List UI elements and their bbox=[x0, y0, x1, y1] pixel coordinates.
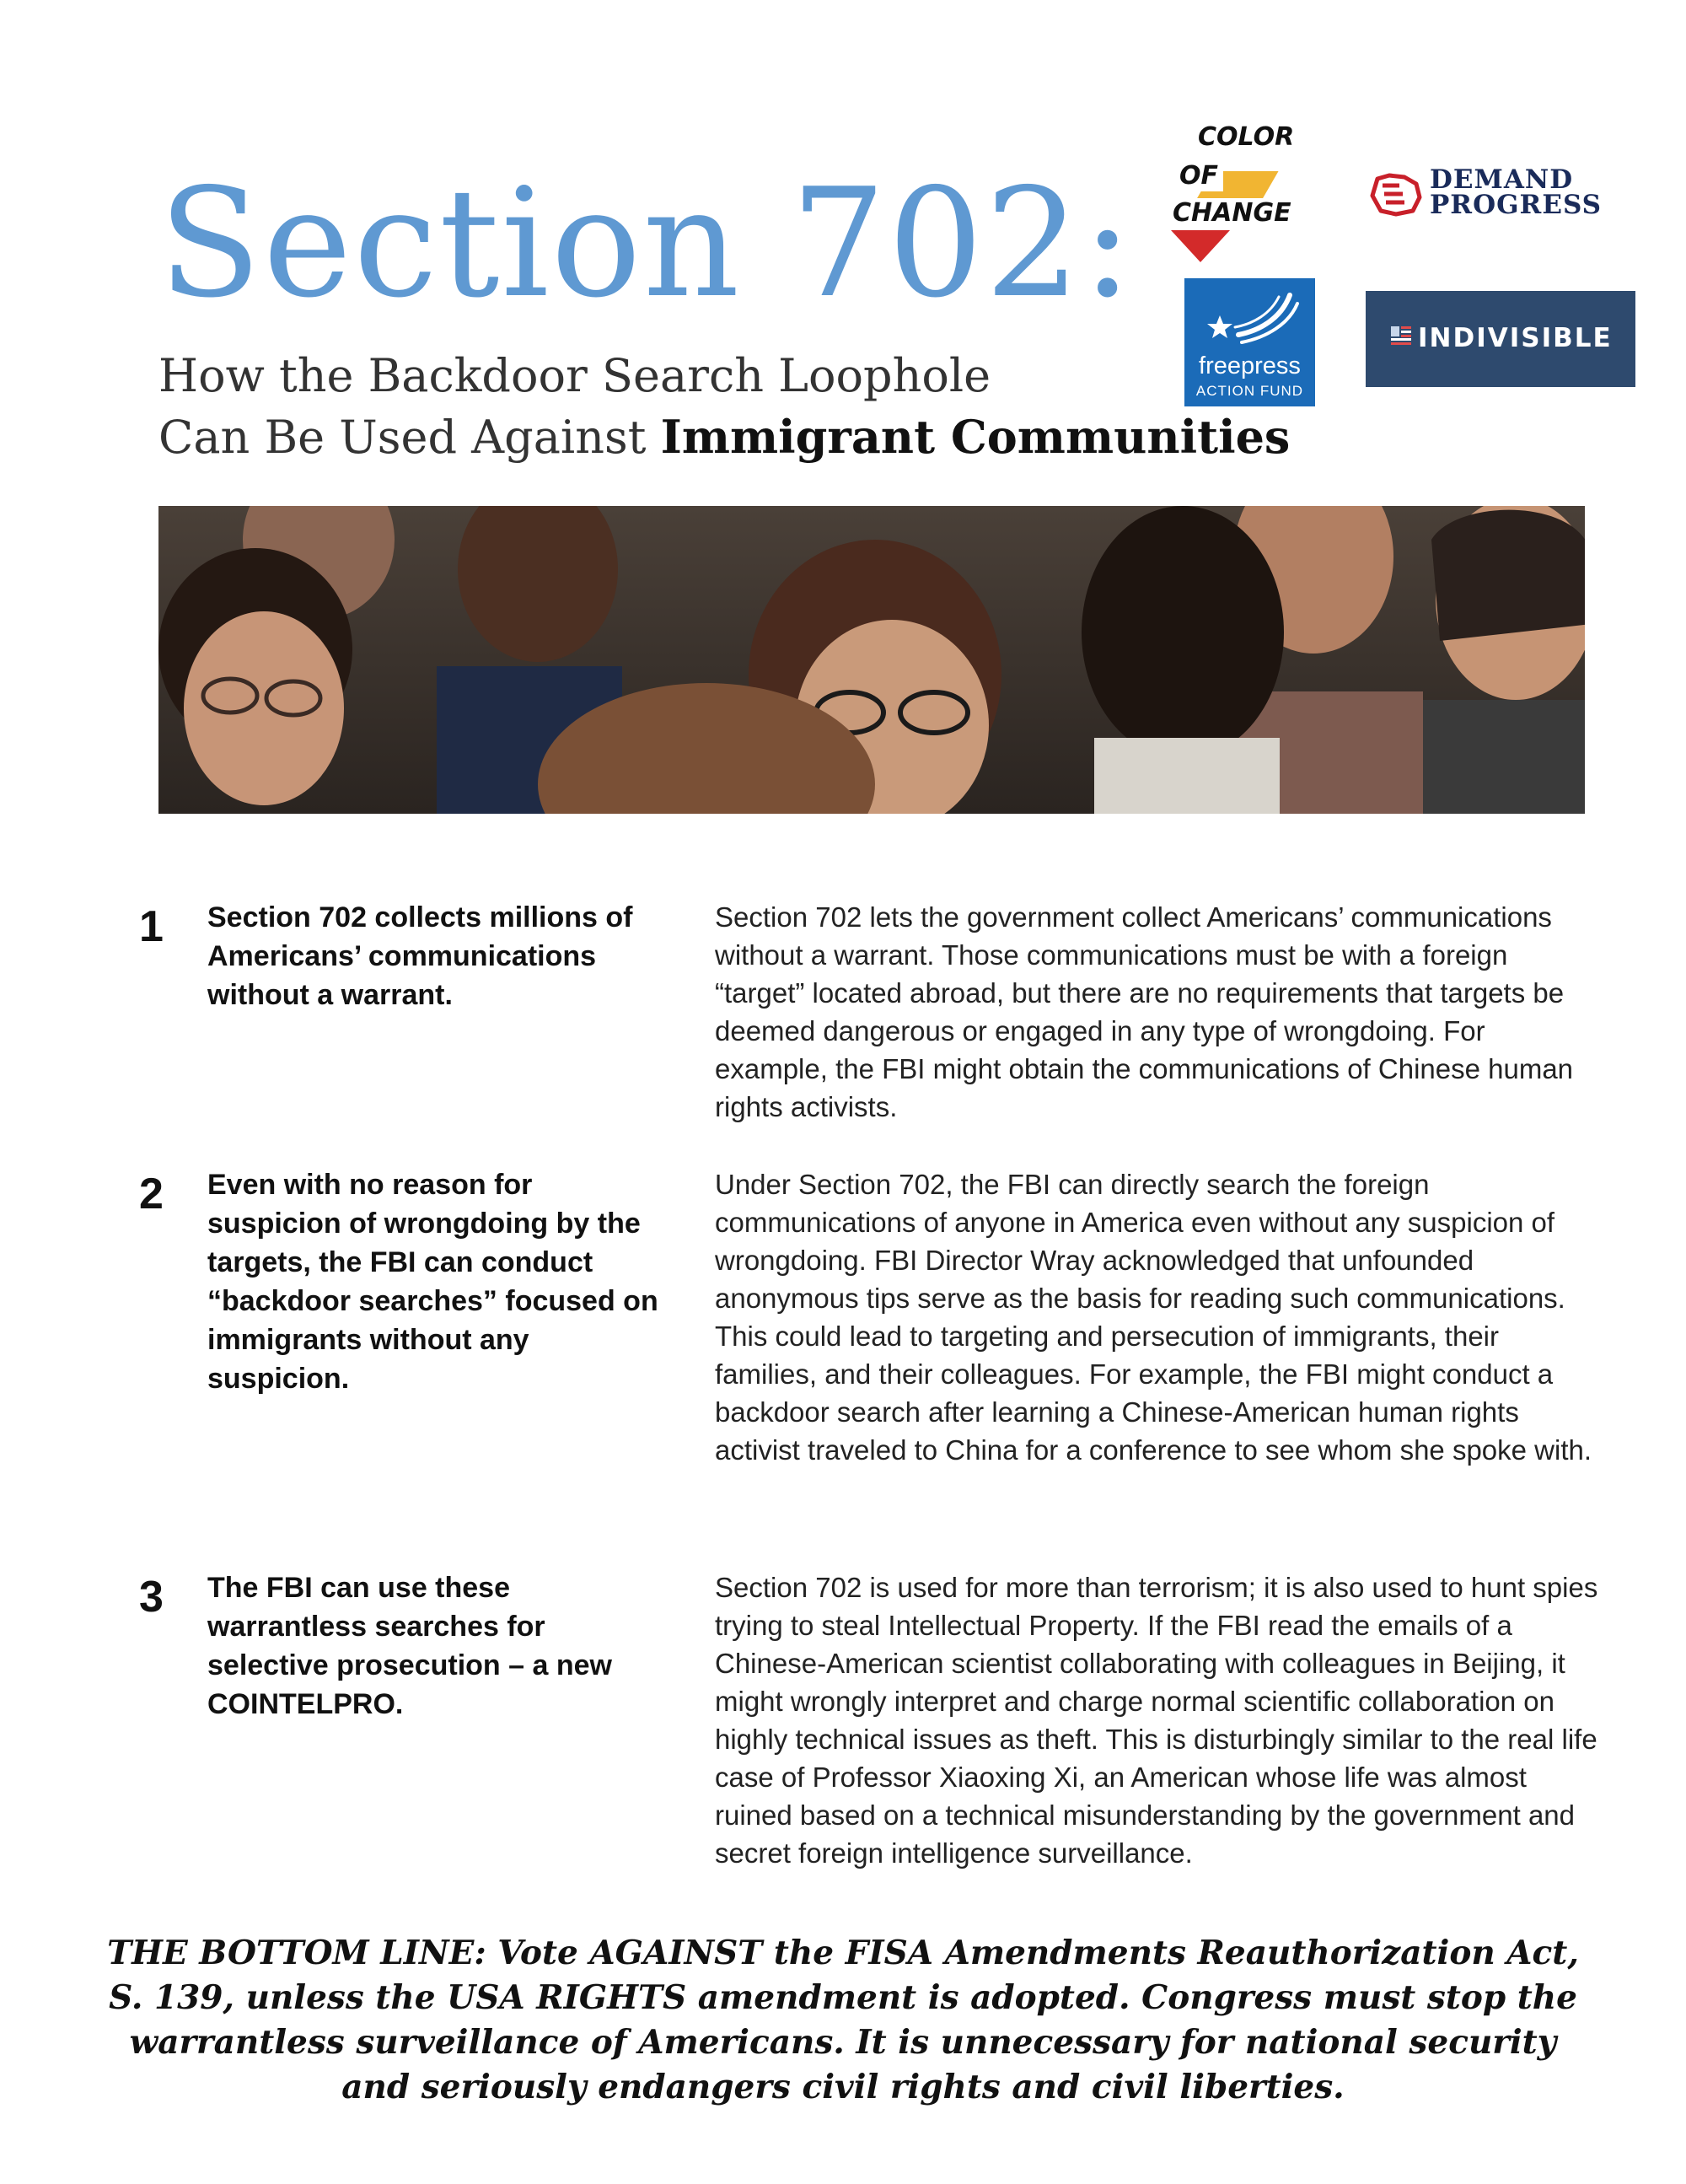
subtitle-line-2 bbox=[158, 406, 1290, 468]
freepress-name: freepress bbox=[1199, 352, 1301, 379]
page-title: Section 702: bbox=[158, 156, 1135, 331]
freepress-logo bbox=[1184, 278, 1315, 406]
item-number: 2 bbox=[139, 1170, 164, 1218]
color-of-change-triangle-icon bbox=[1171, 230, 1230, 262]
coc-word-1: COLOR bbox=[1193, 122, 1299, 153]
coc-word-2: OF bbox=[1174, 161, 1223, 191]
item-number: 1 bbox=[139, 902, 164, 951]
item-body: Under Section 702, the FBI can directly search the foreign communications of anyone in America even without any suspicion of wrongdoing. FBI Director Wray acknowledged that unfounded anonymous tips serve as the basis for reading such communications. This could lead to targeting and persecution of immigrants, their families, and their colleagues. For example, the FBI might conduct a backdoor search after learning a Chinese-American human rights activist traveled to China for a conference to see whom she spoke with. bbox=[715, 1169, 1592, 1466]
crowd-photo bbox=[158, 506, 1585, 814]
flag-icon bbox=[1391, 326, 1411, 348]
item-heading: The FBI can use these warrantless searches for selective prosecution – a new COINTELPRO. bbox=[207, 1572, 612, 1720]
subtitle-line-2-prefix: Can Be Used Against bbox=[158, 411, 661, 464]
crowd-photo-illustration bbox=[158, 506, 1585, 814]
item-body: Section 702 lets the government collect Americans’ communications without a warrant. Those communications must be with a foreign “target” located abroad, but there are no requirements that targets be deemed dangerous or engaged in any type of wrongdoing. For example, the FBI might obtain the communications of Chinese human rights activists. bbox=[715, 901, 1574, 1122]
item-heading: Section 702 collects millions of Americans’ communications without a warrant. bbox=[207, 901, 633, 1011]
fist-icon bbox=[1366, 169, 1425, 219]
indivisible-logo bbox=[1366, 291, 1635, 387]
item-body: Section 702 is used for more than terrorism; it is also used to hunt spies trying to steal Intellectual Property. If the FBI read the emails of a Chinese-American scientist collaborating with colleagues in Beijing, it might wrongly interpret and charge normal scientific collaboration on highly technical issues as theft. This is disturbingly similar to the real life case of Professor Xiaoxing Xi, an American whose life was almost ruined based on a technical misunderstanding by the government and secret foreign intelligence surveillance. bbox=[715, 1572, 1598, 1869]
indivisible-wordmark: INDIVISIBLE bbox=[1418, 323, 1613, 353]
color-of-change-logo bbox=[1168, 122, 1328, 270]
item-number: 3 bbox=[139, 1573, 164, 1622]
page-subtitle bbox=[158, 346, 1290, 468]
subtitle-line-1: How the Backdoor Search Loophole bbox=[158, 349, 991, 402]
dp-word-2: PROGRESS bbox=[1430, 190, 1603, 220]
item-heading: Even with no reason for suspicion of wrongdoing by the targets, the FBI can conduct “backdoor searches” focused on immigrants without any suspicion. bbox=[207, 1169, 658, 1395]
subtitle-line-2-emphasis: Immigrant Communities bbox=[660, 410, 1291, 464]
star-swoosh-icon bbox=[1201, 288, 1302, 352]
demand-progress-logo bbox=[1366, 164, 1606, 222]
demand-progress-wordmark bbox=[1430, 164, 1603, 220]
dp-word-1: DEMAND bbox=[1430, 164, 1574, 195]
coc-word-3: CHANGE bbox=[1168, 198, 1297, 229]
bottom-line-callout: THE BOTTOM LINE: Vote AGAINST the FISA Amendments Reauthorization Act, S. 139, unless the USA RIGHTS amendment is adopted. Congress must stop the warrantless surveillance of Americans. It is unnecessary for national security and seriously endangers civil rights and civil liberties. bbox=[107, 1934, 1579, 2106]
freepress-subtitle: ACTION FUND bbox=[1195, 383, 1304, 399]
